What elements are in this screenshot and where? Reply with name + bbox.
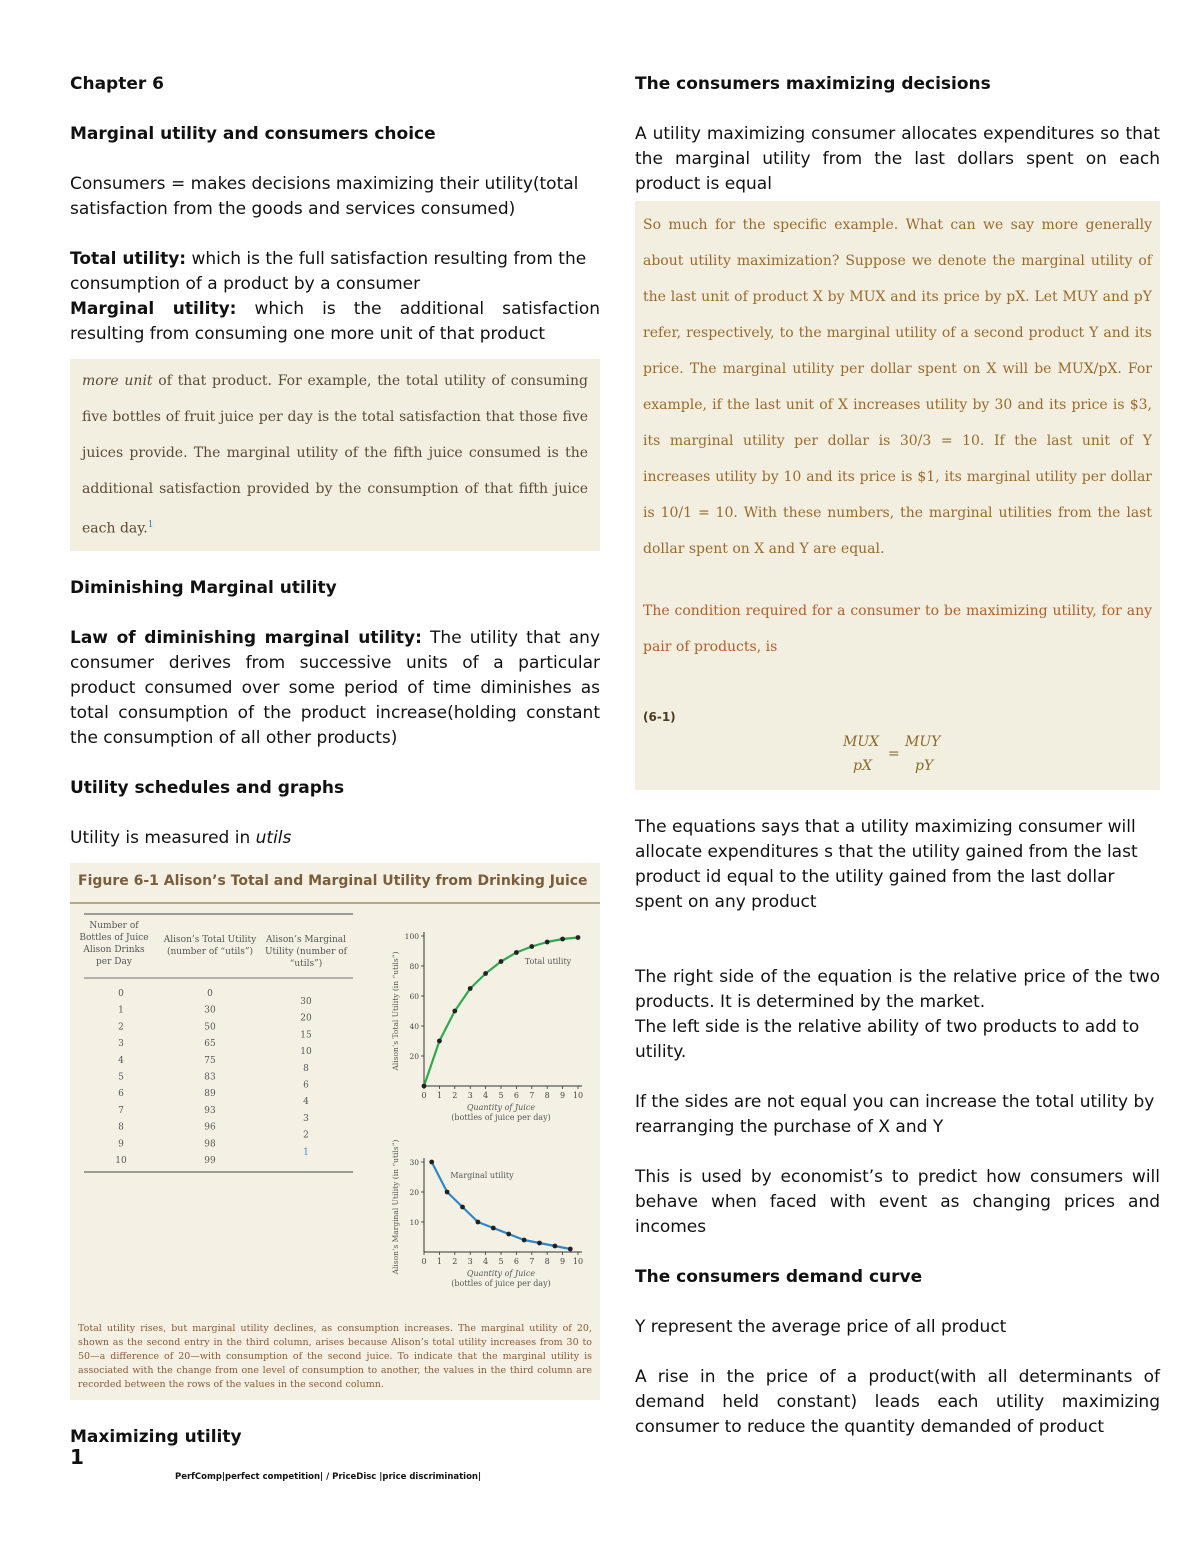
x-tick-label: 9 [560,1090,566,1100]
x-axis-label-sub: (bottles of juice per day) [451,1112,551,1122]
table-cell-quantity: 7 [118,1105,124,1116]
x-tick-label: 2 [452,1090,458,1100]
series-label: Marginal utility [450,1170,514,1180]
table-header-marginal: Alison’s Marginal [266,934,346,945]
y-tick-label: 20 [409,1187,419,1197]
data-point [553,1243,558,1248]
consumers-definition: Consumers = makes decisions maximizing their utility(total satisfaction from the goods and services consumed) [70,174,579,219]
eq-denominator-left: pX [853,758,872,774]
y-tick-label: 30 [409,1157,419,1167]
data-point [522,1237,527,1242]
law-term: Law of diminishing marginal utility: [70,627,422,648]
x-tick-label: 6 [513,1256,519,1266]
data-point [422,1083,427,1088]
chapter-label: Chapter 6 [70,74,165,94]
y-tick-label: 40 [409,1021,419,1031]
x-tick-label: 8 [544,1090,550,1100]
figure-title: Figure 6-1 Alison’s Total and Marginal Utility from Drinking Juice [70,863,600,904]
table-cell-marginal: 30 [300,996,312,1007]
textbook-excerpt-juice [70,359,600,551]
excerpt-text: of that product. For example, the total utility of consuming five bottles of fruit juice per day is the total satisfaction that those five juices provide. The marginal utility of the fifth juice consumed is the additional satisfaction provided by the consumption of that fifth juice each day. [82,373,588,537]
table-cell-marginal: 2 [303,1130,309,1141]
utility-table [79,914,353,1172]
marginal-utility-definition [70,297,600,347]
marginal-utility-chart [391,1139,583,1287]
x-tick-label: 1 [436,1090,442,1100]
total-utility-text: which is the full satisfaction resulting from the consumption of a product by a consumer [70,249,587,294]
total-utility-chart [391,932,583,1122]
right-heading: The consumers maximizing decisions [635,74,991,94]
table-header-total: Alison’s Total Utility [163,934,257,945]
x-axis-label: Quantity of Juice [466,1268,536,1278]
table-cell-total: 0 [207,988,213,999]
table-header-total: (number of “utils”) [166,946,254,957]
table-header-quantity: Bottles of Juice [79,932,149,943]
data-point [460,1204,465,1209]
left-column [70,72,600,1450]
x-tick-label: 6 [513,1090,519,1100]
data-point [576,935,581,940]
data-point [437,1038,442,1043]
table-cell-marginal: 10 [300,1046,312,1057]
table-cell-quantity: 1 [118,1005,124,1016]
data-point [560,936,565,941]
data-point [429,1159,434,1164]
rise-price-text: A rise in the price of a product(with all determinants of demand held constant) leads each utility maximizing consumer to reduce the quantity demanded of product [635,1367,1160,1437]
y-tick-label: 10 [409,1217,419,1227]
table-cell-total: 50 [204,1022,216,1033]
excerpt-p1: So much for the specific example. What can we say more generally about utility maximization? Suppose we denote the marginal utility of the last unit of product X by MUX and its price by pX. Let MUY and pY refer, respectively, to the marginal utility of a second product Y and its price. The marginal utility per dollar spent on X will be MUX/pX. For example, if the last unit of X increases utility by 30 and its price is $3, its marginal utility per dollar is 30/3 = 10. If the last unit of Y increases utility by 10 and its price is $1, its marginal utility per dollar is 10/1 = 10. With these numbers, the marginal utilities from the last dollar spent on X and Y are equal. [643,217,1152,557]
x-tick-label: 8 [544,1256,550,1266]
figure-graphic [70,904,600,1314]
table-cell-quantity: 2 [118,1022,124,1033]
total-utility-term: Total utility: [70,249,187,269]
y-represent-text: Y represent the average price of all product [635,1317,1007,1337]
footer-text: PerfComp|perfect competition| / PriceDisc |price discrimination| [175,1472,482,1482]
data-point [445,1189,450,1194]
figure-6-1 [70,863,600,1400]
table-cell-marginal: 8 [303,1063,309,1074]
data-point [468,986,473,991]
x-tick-label: 7 [529,1090,535,1100]
table-cell-total: 99 [204,1155,216,1166]
data-point [499,959,504,964]
eq-denominator-right: pY [915,758,934,774]
eq-numerator-right: MUY [905,734,941,750]
y-axis-label: Alison’s Total Utility (in “utils”) [391,951,400,1071]
eq-equals: = [888,746,900,762]
textbook-excerpt-maximization [635,201,1160,790]
table-cell-marginal: 3 [303,1113,309,1124]
utils-word: utils [255,827,292,848]
data-point [476,1219,481,1224]
figure-caption: Total utility rises, but marginal utility declines, as consumption increases. The marginal utility of 20, shown as the second entry in the third column, arises because Alison’s total utility increases from 30 to 50—a difference of 20—with consumption of the second juice. To indicate that the marginal utility is associated with the change from one level of consumption to another, the values in the third column are recorded between the rows of the values in the second column. [78,1322,592,1390]
x-tick-label: 10 [572,1090,584,1100]
table-header-quantity: per Day [96,956,132,967]
data-point [568,1246,573,1251]
table-cell-quantity: 5 [118,1072,124,1083]
y-tick-label: 80 [409,961,419,971]
table-cell-marginal: 4 [303,1096,309,1107]
schedules-heading: Utility schedules and graphs [70,777,345,798]
equation-6-1 [643,730,1152,780]
utils-sentence [70,826,600,851]
right-intro: A utility maximizing consumer allocates expenditures so that the marginal utility from the last dollars spent on each product is equal [635,124,1160,194]
data-point [452,1008,457,1013]
x-axis-label-sub: (bottles of juice per day) [451,1278,551,1288]
total-utility-definition [70,247,600,297]
table-header-marginal: “utils”) [289,958,323,969]
demand-heading: The consumers demand curve [635,1267,923,1287]
equation-label: (6-1) [643,710,676,724]
y-axis-label: Alison’s Marginal Utility (in “utils”) [391,1139,400,1275]
x-tick-label: 9 [560,1256,566,1266]
data-point [483,971,488,976]
marginal-utility-text: which is the additional satisfaction resulting from consuming one more unit of that product [70,299,601,344]
data-point [537,1240,542,1245]
utils-prefix: Utility is measured in [70,827,256,848]
series-label: Total utility [524,956,572,966]
table-header-marginal: Utility (number of [264,946,348,957]
table-cell-quantity: 8 [118,1122,124,1133]
x-tick-label: 1 [436,1256,442,1266]
table-cell-marginal: 1 [303,1146,309,1157]
excerpt-lead: more unit [82,373,153,389]
table-cell-total: 98 [204,1138,216,1149]
y-tick-label: 20 [409,1051,419,1061]
table-cell-total: 83 [204,1072,216,1083]
equation-explanation: The equations says that a utility maximizing consumer will allocate expenditures s that the utility gained from the last product id equal to the utility gained from the last dollar spent on any product [635,817,1138,912]
table-cell-total: 65 [204,1038,216,1049]
x-tick-label: 5 [498,1090,504,1100]
table-cell-quantity: 4 [118,1055,124,1066]
excerpt-footnote: 1 [147,520,154,530]
page-number: 1 [70,1445,84,1469]
table-cell-total: 89 [204,1088,216,1099]
maximizing-heading: Maximizing utility [70,1426,242,1447]
table-cell-marginal: 6 [303,1080,309,1091]
data-point [545,939,550,944]
table-cell-total: 30 [204,1005,216,1016]
eq-numerator-left: MUX [843,734,880,750]
table-cell-quantity: 0 [118,988,124,999]
used-by-text: This is used by economist’s to predict how consumers will behave when faced with event as changing prices and incomes [635,1167,1160,1237]
x-axis-label: Quantity of Juice [466,1102,536,1112]
x-tick-label: 10 [572,1256,584,1266]
table-cell-total: 96 [204,1122,216,1133]
y-tick-label: 100 [404,931,419,941]
table-header-quantity: Alison Drinks [83,944,145,955]
table-header-quantity: Number of [89,920,139,931]
x-tick-label: 4 [483,1090,489,1100]
x-tick-label: 0 [421,1256,427,1266]
diminishing-heading: Diminishing Marginal utility [70,577,337,598]
law-text: The utility that any consumer derives from successive units of a particular product consumed over some period of time diminishes as total consumption of the product increase(holding constant the consumption of all other products) [70,627,601,748]
data-point [491,1225,496,1230]
x-tick-label: 2 [452,1256,458,1266]
right-side-text: The right side of the equation is the relative price of the two products. It is determined by the market. [635,967,1160,1012]
table-cell-marginal: 15 [300,1030,312,1041]
x-tick-label: 3 [467,1090,473,1100]
table-cell-quantity: 9 [118,1138,124,1149]
table-cell-total: 93 [204,1105,216,1116]
data-point [506,1231,511,1236]
right-column [635,72,1160,1440]
x-tick-label: 4 [483,1256,489,1266]
x-tick-label: 5 [498,1256,504,1266]
y-tick-label: 60 [409,991,419,1001]
section-title: Marginal utility and consumers choice [70,124,436,144]
table-cell-quantity: 3 [118,1038,124,1049]
data-point [529,944,534,949]
not-equal-text: If the sides are not equal you can increase the total utility by rearranging the purchase of X and Y [635,1092,1155,1137]
table-cell-marginal: 20 [300,1013,312,1024]
excerpt-p2: The condition required for a consumer to be maximizing utility, for any pair of products, is [643,603,1152,655]
x-tick-label: 0 [421,1090,427,1100]
marginal-utility-term: Marginal utility: [70,299,237,319]
law-definition [70,626,600,751]
table-cell-quantity: 6 [118,1088,124,1099]
table-cell-quantity: 10 [115,1155,127,1166]
left-side-text: The left side is the relative ability of two products to add to utility. [635,1017,1140,1062]
table-cell-total: 75 [204,1055,216,1066]
x-tick-label: 3 [467,1256,473,1266]
data-point [514,950,519,955]
x-tick-label: 7 [529,1256,535,1266]
